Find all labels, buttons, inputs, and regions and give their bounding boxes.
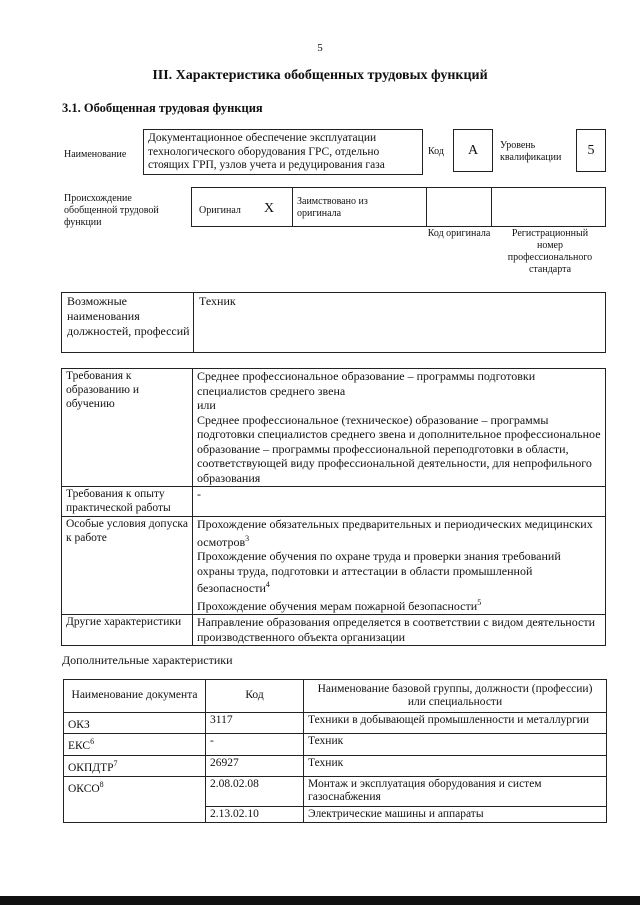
original-mark: Х xyxy=(264,201,275,216)
requirement-line: Среднее профессиональное образование – программы подготовки специалистов среднего звена xyxy=(197,369,536,398)
requirement-label: Требования к опыту практической работы xyxy=(62,487,193,517)
table-row xyxy=(64,806,607,823)
doc-cell: ОКСО$^8$ xyxy=(64,776,206,806)
table-row xyxy=(62,615,606,646)
code-label: Код xyxy=(428,146,444,157)
reg-number-caption: Регистрационный номер профессионального стандарта xyxy=(507,228,593,275)
doc-cell xyxy=(64,806,206,823)
function-name-value: Документационное обеспечение эксплуатации технологического оборудования ГРС, отдельно стоящих ГРП, узлов учета и редуцирования газа xyxy=(148,132,385,171)
table-row xyxy=(62,369,606,487)
function-name-box xyxy=(143,129,423,175)
doc-cell: ЕКС$^6$ xyxy=(64,734,206,755)
requirement-label: Другие характеристики xyxy=(62,615,193,646)
table-row xyxy=(64,755,607,776)
name-cell: Техники в добывающей промышленности и металлургии xyxy=(304,713,607,734)
code-cell: 3117 xyxy=(206,713,304,734)
requirement-line: Прохождение обязательных предварительных и периодических медицинских осмотров$^3$ xyxy=(197,517,593,549)
table-row xyxy=(64,776,607,806)
code-cell: - xyxy=(206,734,304,755)
additional-table xyxy=(63,679,607,823)
level-value-box xyxy=(576,129,606,172)
requirement-value xyxy=(193,615,606,646)
code-cell: 2.08.02.08 xyxy=(206,776,304,806)
original-label: Оригинал xyxy=(199,205,241,216)
origin-divider xyxy=(491,187,492,227)
column-header: Код xyxy=(206,680,304,713)
column-header: Наименование базовой группы, должности (профессии) или специальности xyxy=(304,680,607,713)
code-value-box xyxy=(453,129,493,172)
origin-divider xyxy=(292,187,293,227)
requirement-line: или xyxy=(197,398,216,412)
requirements-table xyxy=(61,368,606,646)
positions-divider xyxy=(193,292,194,353)
footnote-ref: 5 xyxy=(477,597,482,607)
table-row xyxy=(62,517,606,615)
requirement-line: Направление образования определяется в соответствии с видом деятельности производственного объекта организации xyxy=(197,615,596,644)
requirement-line: Среднее профессиональное (техническое) образование – программы подготовки специалистов среднего звена и дополнительное профессиональное образование – программы профессиональной переподготовки в области, соответствующей виду профессиональной деятельности, для непрофильного образования xyxy=(197,412,601,485)
borrowed-label: Заимствовано из оригинала xyxy=(297,196,368,219)
requirement-line: - xyxy=(197,487,201,501)
name-cell: Техник xyxy=(304,734,607,755)
table-row xyxy=(62,487,606,517)
requirement-value xyxy=(193,369,606,487)
positions-label: Возможные наименования должностей, профессий xyxy=(67,294,190,338)
table-header-row xyxy=(64,680,607,713)
doc-cell: ОКПДТР$^7$ xyxy=(64,755,206,776)
level-label: Уровень квалификации xyxy=(500,140,562,163)
footnote-ref: 4 xyxy=(265,580,270,589)
additional-title: Дополнительные характеристики xyxy=(62,653,233,667)
name-cell: Техник xyxy=(304,755,607,776)
requirement-line: Прохождение обучения мерам пожарной безопасности$^5$ xyxy=(197,597,482,613)
code-original-caption: Код оригинала xyxy=(427,228,491,239)
code-value: А xyxy=(467,143,479,158)
requirement-value xyxy=(193,517,606,615)
requirement-label: Требования к образованию и обучению xyxy=(62,369,193,487)
name-cell: Монтаж и эксплуатация оборудования и систем газоснабжения xyxy=(304,776,607,806)
name-cell: Электрические машины и аппараты xyxy=(304,806,607,823)
scan-edge xyxy=(0,896,640,905)
name-label: Наименование xyxy=(64,149,127,160)
doc-cell: ОКЗ xyxy=(64,713,206,734)
table-row xyxy=(64,713,607,734)
level-value: 5 xyxy=(587,143,595,158)
footnote-ref: 3 xyxy=(245,533,250,543)
origin-label: Происхождение обобщенной трудовой функции xyxy=(64,193,159,228)
requirement-line: Прохождение обучения по охране труда и проверки знания требований охраны труда, подготовки и аттестации в области промышленной безопасности$^4$ xyxy=(197,549,561,595)
positions-value: Техник xyxy=(199,294,236,308)
requirement-label: Особые условия допуска к работе xyxy=(62,517,193,615)
subsection-title: 3.1. Обобщенная трудовая функция xyxy=(62,101,263,115)
code-cell: 2.13.02.10 xyxy=(206,806,304,823)
requirement-value xyxy=(193,487,606,517)
section-title: III. Характеристика обобщенных трудовых функций xyxy=(152,68,488,83)
column-header: Наименование документа xyxy=(64,680,206,713)
table-row xyxy=(64,734,607,755)
code-cell: 26927 xyxy=(206,755,304,776)
origin-divider xyxy=(426,187,427,227)
page-number: 5 xyxy=(317,42,323,54)
